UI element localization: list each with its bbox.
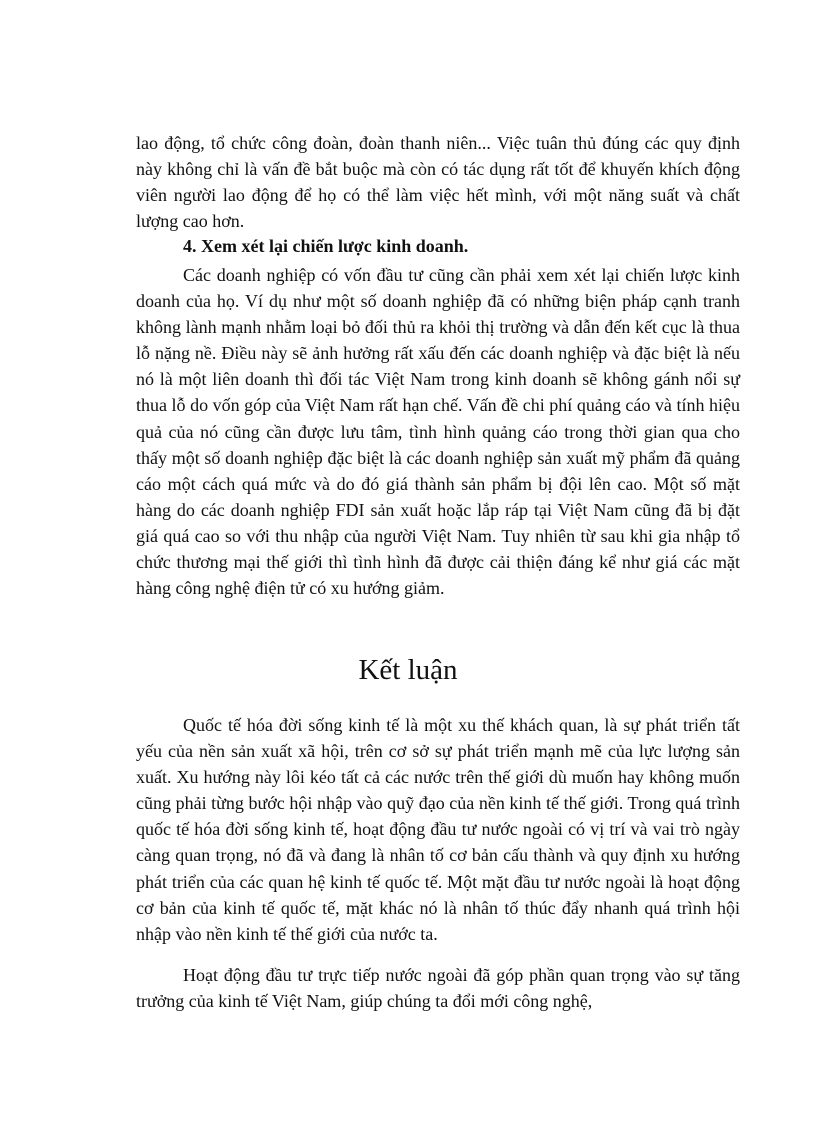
paragraph-conclusion-2: Hoạt động đầu tư trực tiếp nước ngoài đã góp phần quan trọng vào sự tăng trưởng của kinh tế Việt Nam, giúp chúng ta đổi mới công nghệ, <box>136 965 740 1012</box>
paragraph-continuation: lao động, tổ chức công đoàn, đoàn thanh niên... Việc tuân thủ đúng các quy định này không chỉ là vấn đề bắt buộc mà còn có tác dụng rất tốt để khuyến khích động viên người lao động để họ có thể làm việc hết mình, với một năng suất và chất lượng cao hơn. <box>136 133 740 232</box>
paragraph-conclusion-1: Quốc tế hóa đời sống kinh tế là một xu thế khách quan, là sự phát triển tất yếu của nền sản xuất xã hội, trên cơ sở sự phát triển mạnh mẽ của lực lượng sản xuất. Xu hướng này lôi kéo tất cả các nước trên thế giới dù muốn hay không muốn cũng phải từng bước hội nhập vào quỹ đạo của nền kinh tế thế giới. Trong quá trình quốc tế hóa đời sống kinh tế, hoạt động đầu tư nước ngoài có vị trí và vai trò ngày càng quan trọng, nó đã và đang là nhân tố cơ bản cấu thành và quy định xu hướng phát triển của các quan hệ kinh tế quốc tế. Một mặt đầu tư nước ngoài là hoạt động cơ bản của kinh tế quốc tế, mặt khác nó là nhân tố thúc đẩy nhanh quá trình hội nhập vào nền kinh tế thế giới của nước ta. <box>136 715 740 944</box>
section-heading: 4. Xem xét lại chiến lược kinh doanh. <box>183 236 469 256</box>
paragraph-business-strategy: Các doanh nghiệp có vốn đầu tư cũng cần phải xem xét lại chiến lược kinh doanh của họ. Ví dụ như một số doanh nghiệp đã có những biện pháp cạnh tranh không lành mạnh nhằm loại bỏ đối thủ ra khỏi thị trường và dẫn đến kết cục là thua lỗ nặng nề. Điều này sẽ ảnh hưởng rất xấu đến các doanh nghiệp và đặc biệt là nếu nó là một liên doanh thì đối tác Việt Nam trong kinh doanh sẽ không gánh nổi sự thua lỗ do vốn góp của Việt Nam rất hạn chế. Vấn đề chi phí quảng cáo và tính hiệu quả của nó cũng cần được lưu tâm, tình hình quảng cáo trong thời gian qua cho thấy một số doanh nghiệp đặc biệt là các doanh nghiệp sản xuất mỹ phẩm đã quảng cáo một cách quá mức và do đó giá thành sản phẩm bị đội lên cao. Một số mặt hàng do các doanh nghiệp FDI sản xuất hoặc lắp ráp tại Việt Nam cũng đã bị đặt giá quá cao so với thu nhập của người Việt Nam. Tuy nhiên từ sau khi gia nhập tổ chức thương mại thế giới thì tình hình đã được cải thiện đáng kể như giá các mặt hàng công nghệ điện tử có xu hướng giảm. <box>136 265 740 599</box>
conclusion-title: Kết luận <box>358 654 458 686</box>
